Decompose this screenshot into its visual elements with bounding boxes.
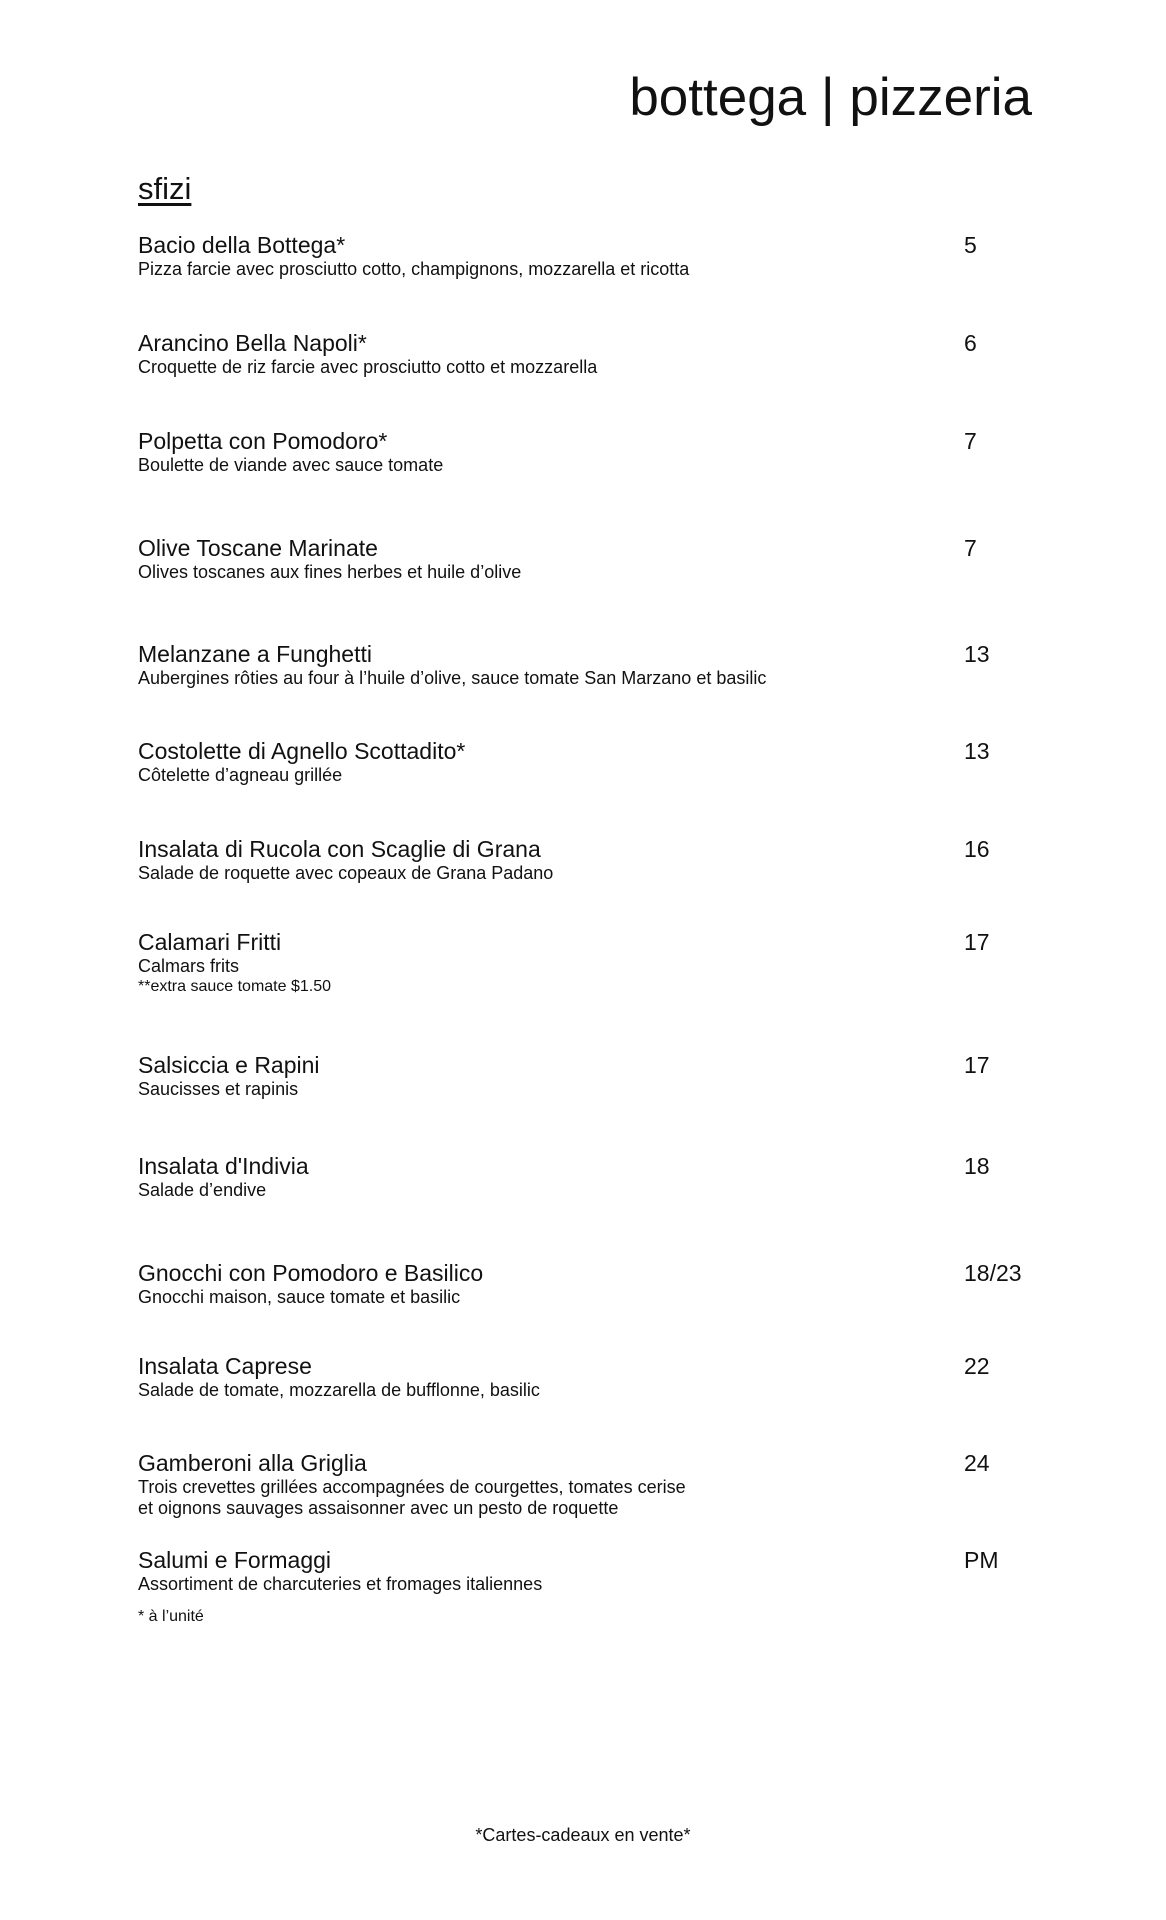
item-description: Saucisses et rapinis <box>138 1079 299 1099</box>
item-price: 18/23 <box>964 1260 1022 1286</box>
menu-item <box>138 1353 1038 1401</box>
item-price: 24 <box>964 1450 990 1476</box>
item-description: Pizza farcie avec prosciutto cotto, champignons, mozzarella et ricotta <box>138 259 690 279</box>
item-price: 5 <box>964 232 977 258</box>
item-description: Aubergines rôties au four à l’huile d’olive, sauce tomate San Marzano et basilic <box>138 668 767 688</box>
item-description: Salade de roquette avec copeaux de Grana Padano <box>138 863 554 883</box>
item-note: **extra sauce tomate $1.50 <box>138 978 332 995</box>
item-description: Croquette de riz farcie avec prosciutto cotto et mozzarella <box>138 357 598 377</box>
item-name: Arancino Bella Napoli* <box>138 330 367 356</box>
menu-item <box>138 330 1038 378</box>
item-price: 6 <box>964 330 977 356</box>
menu-item <box>138 535 1038 583</box>
item-price: 7 <box>964 535 977 561</box>
menu-item <box>138 1260 1038 1308</box>
item-description: et oignons sauvages assaisonner avec un pesto de roquette <box>138 1498 619 1518</box>
item-description: Boulette de viande avec sauce tomate <box>138 455 444 475</box>
item-name: Insalata di Rucola con Scaglie di Grana <box>138 836 541 862</box>
menu-item <box>138 1153 1038 1201</box>
item-name: Melanzane a Funghetti <box>138 641 372 667</box>
item-description: Calmars frits <box>138 956 240 976</box>
item-name: Calamari Fritti <box>138 929 282 955</box>
menu-item <box>138 1450 1038 1519</box>
item-description: Côtelette d’agneau grillée <box>138 765 343 785</box>
item-price: 17 <box>964 1052 990 1078</box>
page-title: bottega | pizzeria <box>629 68 1032 127</box>
gift-card-note: *Cartes-cadeaux en vente* <box>475 1825 691 1845</box>
item-description: Salade de tomate, mozzarella de bufflonne, basilic <box>138 1380 540 1400</box>
menu-item <box>138 1547 1038 1595</box>
item-price: 22 <box>964 1353 990 1379</box>
item-price: 13 <box>964 738 990 764</box>
item-price: 13 <box>964 641 990 667</box>
menu-item <box>138 1052 1038 1100</box>
item-description: Olives toscanes aux fines herbes et huile d’olive <box>138 562 522 582</box>
item-name: Insalata d'Indivia <box>138 1153 309 1179</box>
item-name: Polpetta con Pomodoro* <box>138 428 388 454</box>
item-name: Insalata Caprese <box>138 1353 312 1379</box>
item-price: PM <box>964 1547 999 1573</box>
section-title: sfizi <box>138 171 192 206</box>
item-price: 18 <box>964 1153 990 1179</box>
menu-item <box>138 929 1038 997</box>
menu-item <box>138 738 1038 786</box>
item-name: Gnocchi con Pomodoro e Basilico <box>138 1260 484 1286</box>
item-name: Gamberoni alla Griglia <box>138 1450 367 1476</box>
item-price: 17 <box>964 929 990 955</box>
item-name: Costolette di Agnello Scottadito* <box>138 738 466 764</box>
menu-item <box>138 641 1038 689</box>
item-name: Salumi e Formaggi <box>138 1547 332 1573</box>
item-price: 7 <box>964 428 977 454</box>
item-name: Salsiccia e Rapini <box>138 1052 320 1078</box>
item-description: Trois crevettes grillées accompagnées de courgettes, tomates cerise <box>138 1477 686 1497</box>
item-name: Olive Toscane Marinate <box>138 535 378 561</box>
item-description: Salade d’endive <box>138 1180 267 1200</box>
item-description: Gnocchi maison, sauce tomate et basilic <box>138 1287 461 1307</box>
item-description: Assortiment de charcuteries et fromages italiennes <box>138 1574 543 1594</box>
footnote: * à l’unité <box>138 1608 204 1625</box>
item-name: Bacio della Bottega* <box>138 232 346 258</box>
item-price: 16 <box>964 836 990 862</box>
menu-item <box>138 232 1038 280</box>
menu-item <box>138 428 1038 476</box>
menu-item <box>138 836 1038 884</box>
